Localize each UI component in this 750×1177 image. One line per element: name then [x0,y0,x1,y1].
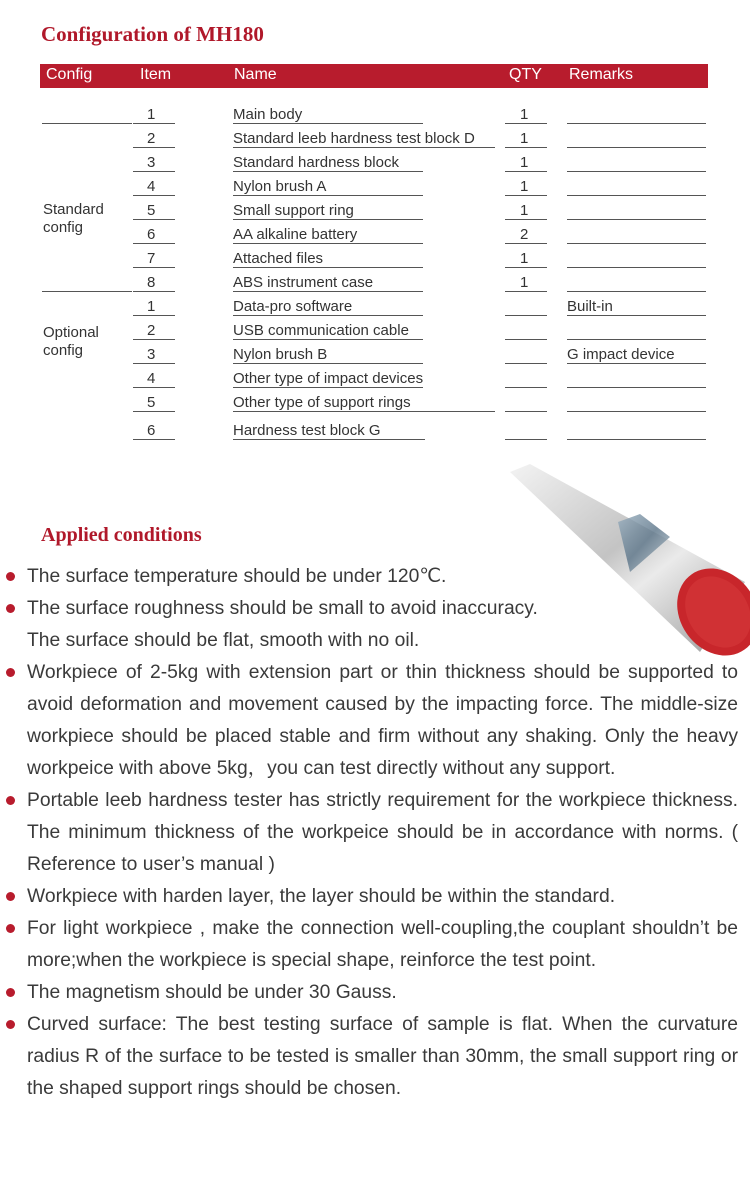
qty-underline [505,123,547,124]
item-number: 4 [147,178,156,195]
item-underline [133,267,175,268]
condition-text: The surface temperature should be under 120℃. [27,566,447,587]
item-underline [133,195,175,196]
item-underline [133,219,175,220]
header-config: Config [46,66,93,83]
condition-item [0,593,738,657]
applied-conditions-title: Applied conditions [41,524,202,546]
item-number: 6 [147,226,156,243]
item-underline [133,147,175,148]
item-remarks: Built-in [567,298,613,315]
bullet-dot-icon [6,796,15,805]
item-underline [133,339,175,340]
name-underline [233,291,423,292]
remarks-underline [567,171,706,172]
name-underline [233,439,425,440]
item-number: 4 [147,370,156,387]
bullet-dot-icon [6,604,15,613]
qty-underline [505,291,547,292]
remarks-underline [567,267,706,268]
name-underline [233,363,423,364]
header-name: Name [234,66,277,83]
qty-underline [505,147,547,148]
bullet-dot-icon [6,668,15,677]
remarks-underline [567,387,706,388]
item-underline [133,171,175,172]
remarks-underline [567,363,706,364]
qty-underline [505,411,547,412]
item-name: Data-pro software [233,298,353,315]
bullet-dot-icon [6,892,15,901]
remarks-underline [567,291,706,292]
name-underline [233,123,423,124]
item-number: 7 [147,250,156,267]
name-underline [233,195,423,196]
remarks-underline [567,315,706,316]
item-underline [133,291,175,292]
qty-underline [505,243,547,244]
name-underline [233,219,423,220]
item-name: Standard hardness block [233,154,399,171]
qty-underline [505,171,547,172]
item-number: 8 [147,274,156,291]
condition-text: Portable leeb hardness tester has strictly requirement for the workpiece thickness. The minimum thickness of the workpeice should be in accordance with norms. ( Reference to user’s manual ) [27,790,738,875]
item-number: 5 [147,202,156,219]
condition-text: The magnetism should be under 30 Gauss. [27,982,397,1003]
item-qty: 2 [520,226,529,243]
qty-underline [505,315,547,316]
configuration-title: Configuration of MH180 [41,22,264,46]
condition-text: The surface should be flat, smooth with no oil. [27,630,420,651]
item-underline [133,123,175,124]
condition-text: For light workpiece , make the connection well-coupling,the couplant shouldn’t be more;when the workpiece is special shape, reinforce the test point. [27,918,738,971]
bullet-dot-icon [6,572,15,581]
item-name: Hardness test block G [233,422,381,439]
item-number: 6 [147,422,156,439]
qty-underline [505,219,547,220]
item-remarks: G impact device [567,346,675,363]
item-number: 1 [147,106,156,123]
item-underline [133,439,175,440]
condition-text: Curved surface: The best testing surface of sample is flat. When the curvature radius R of the surface to be tested is smaller than 30mm, the small support ring or the shaped support rings should be chosen. [27,1014,738,1099]
item-name: Attached files [233,250,324,267]
item-underline [133,387,175,388]
item-qty: 1 [520,250,529,267]
header-qty: QTY [509,66,542,83]
name-underline [233,411,495,412]
condition-item [0,913,738,977]
item-number: 3 [147,346,156,363]
item-name: Small support ring [233,202,354,219]
item-underline [133,411,175,412]
item-underline [133,315,175,316]
group-label-optional [43,324,113,360]
qty-underline [505,363,547,364]
condition-item [0,785,738,881]
condition-item [0,881,738,913]
name-underline [233,315,423,316]
group-separator [42,123,132,124]
remarks-underline [567,147,706,148]
group-label-standard [43,201,113,237]
remarks-underline [567,411,706,412]
qty-underline [505,267,547,268]
item-qty: 1 [520,154,529,171]
condition-item [0,977,738,1009]
remarks-underline [567,195,706,196]
group-separator [42,291,132,292]
item-name: Nylon brush A [233,178,327,195]
item-name: Main body [233,106,303,123]
item-qty: 1 [520,202,529,219]
name-underline [233,171,423,172]
item-qty: 1 [520,106,529,123]
group-label-standard-text: Standard config [43,201,104,236]
name-underline [233,387,423,388]
item-number: 2 [147,322,156,339]
bullet-dot-icon [6,988,15,997]
conditions-list [0,561,738,1105]
name-underline [233,267,423,268]
qty-underline [505,195,547,196]
item-name: Nylon brush B [233,346,328,363]
remarks-underline [567,219,706,220]
remarks-underline [567,439,706,440]
name-underline [233,339,423,340]
remarks-underline [567,123,706,124]
item-number: 2 [147,130,156,147]
remarks-underline [567,339,706,340]
condition-item [0,561,738,593]
condition-item [0,657,738,785]
item-name: Standard leeb hardness test block D [233,130,475,147]
group-label-optional-text: Optional config [43,324,99,359]
item-name: AA alkaline battery [233,226,358,243]
name-underline [233,147,495,148]
item-qty: 1 [520,274,529,291]
bullet-dot-icon [6,924,15,933]
bullet-dot-icon [6,1020,15,1029]
header-item: Item [140,66,172,83]
header-remarks: Remarks [569,66,634,83]
item-underline [133,243,175,244]
item-underline [133,363,175,364]
condition-item [0,1009,738,1105]
item-name: USB communication cable [233,322,409,339]
qty-underline [505,339,547,340]
name-underline [233,243,423,244]
item-number: 5 [147,394,156,411]
item-name: ABS instrument case [233,274,374,291]
remarks-underline [567,243,706,244]
item-name: Other type of support rings [233,394,411,411]
table-header [40,64,708,88]
condition-text: Workpiece with harden layer, the layer should be within the standard. [27,886,616,907]
item-number: 1 [147,298,156,315]
condition-text: Workpiece of 2-5kg with extension part or thin thickness should be supported to avoid deformation and movement caused by the impacting force. The middle-size workpiece should be placed stable and firm without any shaking. Only the heavy workpeice with above 5kg，you can test directly without any support. [27,662,738,779]
item-qty: 1 [520,130,529,147]
item-number: 3 [147,154,156,171]
qty-underline [505,387,547,388]
item-qty: 1 [520,178,529,195]
condition-text: The surface roughness should be small to avoid inaccuracy. [27,598,538,619]
item-name: Other type of impact devices [233,370,424,387]
qty-underline [505,439,547,440]
